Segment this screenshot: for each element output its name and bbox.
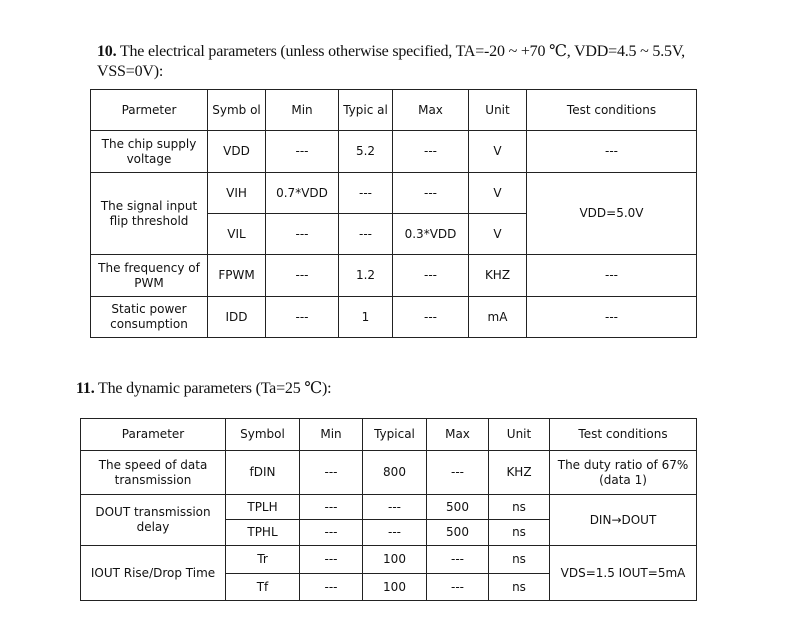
- table-header-row: [91, 90, 697, 131]
- cell-typical: 1.2: [339, 255, 393, 297]
- cell-parameter: The chip supply voltage: [91, 131, 208, 173]
- section-11-title: The dynamic parameters (Ta=25 ℃):: [94, 380, 332, 397]
- cell-min: ---: [266, 297, 339, 338]
- cell-unit: V: [469, 173, 527, 214]
- cell-symbol: VDD: [208, 131, 266, 173]
- cell-parameter: The frequency of PWM: [91, 255, 208, 297]
- cell-parameter: DOUT transmission delay: [81, 495, 226, 546]
- cell-unit: ns: [489, 495, 550, 520]
- cell-typical: 800: [363, 451, 427, 495]
- cell-max: 500: [427, 520, 489, 546]
- cell-unit: mA: [469, 297, 527, 338]
- header-min: Min: [266, 90, 339, 131]
- cell-max: ---: [427, 451, 489, 495]
- cell-typical: 1: [339, 297, 393, 338]
- table-row: [81, 451, 697, 495]
- header-test-conditions: Test conditions: [527, 90, 697, 131]
- cell-symbol: VIL: [208, 214, 266, 255]
- cell-symbol: Tr: [226, 546, 300, 574]
- table-row: [91, 173, 697, 214]
- cell-min: ---: [266, 214, 339, 255]
- cell-test-conditions: ---: [527, 255, 697, 297]
- cell-symbol: IDD: [208, 297, 266, 338]
- cell-test-conditions: VDD=5.0V: [527, 173, 697, 255]
- cell-parameter: IOUT Rise/Drop Time: [81, 546, 226, 601]
- section-10-title: The electrical parameters (unless otherwise specified, TA=-20 ~ +70 ℃, VDD=4.5 ~ 5.5V, VSS=0V):: [97, 43, 685, 80]
- cell-max: ---: [393, 255, 469, 297]
- cell-max: ---: [393, 131, 469, 173]
- table-row: [91, 297, 697, 338]
- cell-max: ---: [427, 574, 489, 601]
- cell-unit: ns: [489, 574, 550, 601]
- cell-test-conditions: ---: [527, 297, 697, 338]
- cell-min: 0.7*VDD: [266, 173, 339, 214]
- cell-typical: ---: [363, 495, 427, 520]
- cell-typical: ---: [339, 173, 393, 214]
- cell-typical: ---: [363, 520, 427, 546]
- table-row: [91, 255, 697, 297]
- cell-max: 0.3*VDD: [393, 214, 469, 255]
- cell-min: ---: [300, 520, 363, 546]
- cell-symbol: VIH: [208, 173, 266, 214]
- cell-test-conditions: VDS=1.5 IOUT=5mA: [550, 546, 697, 601]
- section-10-heading: [97, 42, 697, 82]
- cell-symbol: TPHL: [226, 520, 300, 546]
- cell-typical: 100: [363, 546, 427, 574]
- header-parameter: Parmeter: [91, 90, 208, 131]
- cell-unit: V: [469, 131, 527, 173]
- cell-parameter: The speed of data transmission: [81, 451, 226, 495]
- cell-min: ---: [300, 495, 363, 520]
- dynamic-parameters-table: [80, 418, 697, 601]
- cell-max: 500: [427, 495, 489, 520]
- cell-test-conditions: The duty ratio of 67% (data 1): [550, 451, 697, 495]
- cell-symbol: TPLH: [226, 495, 300, 520]
- header-typical: Typical: [363, 419, 427, 451]
- header-typical: Typic al: [339, 90, 393, 131]
- section-11-number: 11.: [76, 380, 95, 397]
- header-symbol: Symbol: [226, 419, 300, 451]
- cell-min: ---: [300, 546, 363, 574]
- header-max: Max: [427, 419, 489, 451]
- cell-typical: ---: [339, 214, 393, 255]
- cell-unit: ns: [489, 546, 550, 574]
- cell-unit: KHZ: [489, 451, 550, 495]
- cell-parameter: The signal input flip threshold: [91, 173, 208, 255]
- table-row: [81, 546, 697, 574]
- cell-min: ---: [300, 574, 363, 601]
- cell-max: ---: [393, 297, 469, 338]
- cell-symbol: FPWM: [208, 255, 266, 297]
- electrical-parameters-table: [90, 89, 697, 338]
- cell-symbol: fDIN: [226, 451, 300, 495]
- table-row: [91, 131, 697, 173]
- cell-min: ---: [300, 451, 363, 495]
- table-header-row: [81, 419, 697, 451]
- header-unit: Unit: [469, 90, 527, 131]
- cell-unit: ns: [489, 520, 550, 546]
- cell-max: ---: [393, 173, 469, 214]
- section-11-heading: [76, 379, 676, 399]
- header-symbol: Symb ol: [208, 90, 266, 131]
- cell-unit: V: [469, 214, 527, 255]
- cell-parameter: Static power consumption: [91, 297, 208, 338]
- cell-test-conditions: DIN→DOUT: [550, 495, 697, 546]
- section-10-number: 10.: [97, 43, 117, 60]
- table-row: [81, 495, 697, 520]
- header-min: Min: [300, 419, 363, 451]
- header-parameter: Parameter: [81, 419, 226, 451]
- cell-test-conditions: ---: [527, 131, 697, 173]
- cell-symbol: Tf: [226, 574, 300, 601]
- cell-min: ---: [266, 131, 339, 173]
- header-test-conditions: Test conditions: [550, 419, 697, 451]
- cell-max: ---: [427, 546, 489, 574]
- cell-typical: 5.2: [339, 131, 393, 173]
- header-unit: Unit: [489, 419, 550, 451]
- header-max: Max: [393, 90, 469, 131]
- cell-typical: 100: [363, 574, 427, 601]
- cell-min: ---: [266, 255, 339, 297]
- cell-unit: KHZ: [469, 255, 527, 297]
